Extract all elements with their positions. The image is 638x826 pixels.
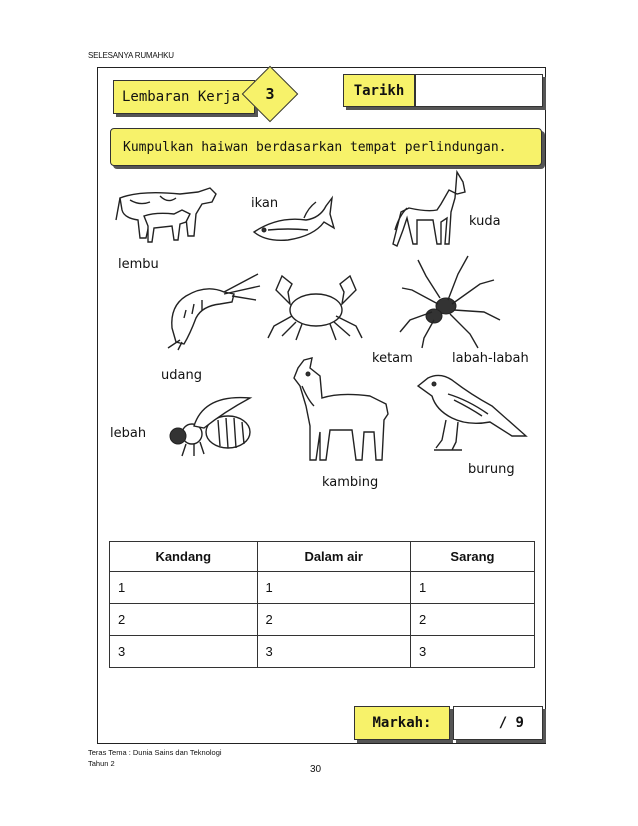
column-header-sarang: Sarang bbox=[410, 542, 534, 572]
table-cell[interactable]: 3 bbox=[257, 636, 410, 668]
table-row bbox=[110, 572, 535, 604]
label-ketam: ketam bbox=[372, 351, 413, 366]
table-cell[interactable]: 3 bbox=[410, 636, 534, 668]
table-cell[interactable]: 3 bbox=[110, 636, 258, 668]
worksheet-label: Lembaran Kerja bbox=[113, 80, 255, 114]
label-burung: burung bbox=[468, 462, 515, 477]
table-row bbox=[110, 604, 535, 636]
table-cell[interactable]: 2 bbox=[257, 604, 410, 636]
label-lembu: lembu bbox=[118, 257, 159, 272]
column-header-dalam-air: Dalam air bbox=[257, 542, 410, 572]
label-kuda: kuda bbox=[469, 214, 501, 229]
spider-icon bbox=[398, 254, 502, 350]
running-header: SELESANYA RUMAHKU bbox=[88, 51, 174, 60]
label-labah: labah-labah bbox=[452, 351, 529, 366]
label-kambing: kambing bbox=[322, 475, 379, 490]
shrimp-icon bbox=[162, 270, 262, 352]
crab-icon bbox=[262, 268, 370, 346]
horse-icon bbox=[387, 168, 471, 248]
footer-year: Tahun 2 bbox=[88, 759, 115, 768]
table-cell[interactable]: 1 bbox=[110, 572, 258, 604]
date-label: Tarikh bbox=[343, 74, 415, 107]
score-field[interactable]: / 9 bbox=[453, 706, 543, 740]
table-cell[interactable]: 1 bbox=[257, 572, 410, 604]
table-cell[interactable]: 2 bbox=[110, 604, 258, 636]
label-udang: udang bbox=[161, 368, 202, 383]
goat-icon bbox=[290, 356, 400, 466]
label-ikan: ikan bbox=[251, 196, 279, 211]
cow-icon bbox=[110, 180, 222, 250]
bird-icon bbox=[412, 370, 528, 456]
column-header-kandang: Kandang bbox=[110, 542, 258, 572]
label-lebah: lebah bbox=[110, 426, 147, 441]
table-cell[interactable]: 1 bbox=[410, 572, 534, 604]
date-field[interactable] bbox=[415, 74, 543, 107]
worksheet-number: 3 bbox=[265, 85, 275, 103]
instruction-banner: Kumpulkan haiwan berdasarkan tempat perlindungan. bbox=[110, 128, 542, 166]
footer-theme: Teras Tema : Dunia Sains dan Teknologi bbox=[88, 748, 222, 757]
table-cell[interactable]: 2 bbox=[410, 604, 534, 636]
bee-icon bbox=[164, 392, 260, 458]
classification-table bbox=[109, 541, 535, 668]
score-label: Markah: bbox=[354, 706, 450, 740]
table-row bbox=[110, 636, 535, 668]
page-number: 30 bbox=[310, 764, 322, 775]
